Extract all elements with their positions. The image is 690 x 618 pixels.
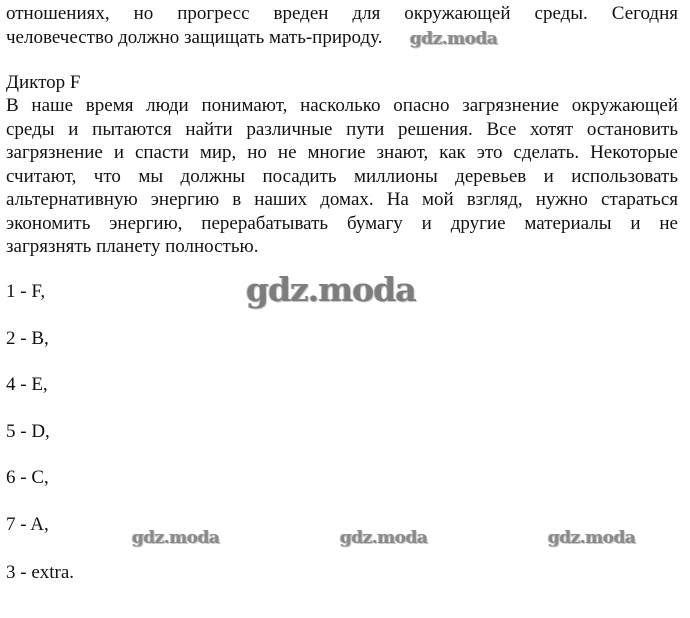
watermark-bottom-center: gdz.moda xyxy=(340,528,428,548)
main-paragraph-line: В наше время люди понимают, насколько опасно загрязнение окружающей xyxy=(6,95,678,116)
main-paragraph-line: считают, что мы должны посадить миллионы деревьев и использовать xyxy=(6,165,678,187)
main-paragraph-line: экономить энергию, перерабатывать бумагу и другие материалы и не xyxy=(6,212,678,234)
watermark-inline: gdz.moda xyxy=(410,29,498,49)
answer-item: 3 - extra. xyxy=(6,562,75,583)
top-paragraph-line-text: человечество должно защищать мать-природу. xyxy=(6,26,383,48)
answer-item: 4 - E, xyxy=(6,374,48,395)
main-paragraph-line: загрязнение и спасти мир, но не многие знают, как это сделать. Некоторые xyxy=(6,142,678,163)
watermark-large: gdz.moda xyxy=(246,270,416,309)
speaker-label: Диктор F xyxy=(6,72,81,93)
top-paragraph-line: отношениях, но прогресс вреден для окружающей среды. Сегодня xyxy=(6,3,678,24)
answer-item: 5 - D, xyxy=(6,421,50,442)
answer-item: 1 - F, xyxy=(6,281,46,302)
watermark-bottom-right: gdz.moda xyxy=(548,528,636,548)
answer-item: 2 - B, xyxy=(6,328,49,349)
main-paragraph-line: альтернативную энергию в наших домах. На мой взгляд, нужно стараться xyxy=(6,189,678,210)
answer-item: 6 - C, xyxy=(6,467,49,488)
top-paragraph-line xyxy=(6,26,678,50)
answer-item: 7 - A, xyxy=(6,514,49,535)
top-paragraph xyxy=(6,2,678,49)
main-paragraph-line: среды и пытаются найти различные пути решения. Все хотят остановить xyxy=(6,118,678,140)
main-paragraph xyxy=(6,94,678,259)
watermark-bottom-left: gdz.moda xyxy=(132,528,220,548)
main-paragraph-line: загрязнять планету полностью. xyxy=(6,236,259,257)
